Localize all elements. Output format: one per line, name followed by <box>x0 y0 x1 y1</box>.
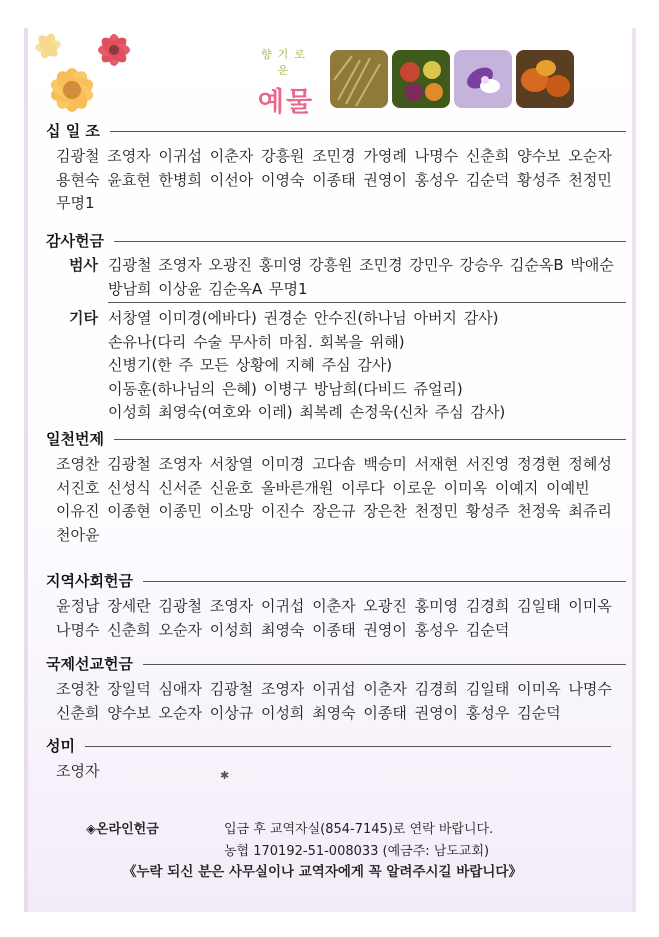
divider <box>110 131 626 132</box>
name-line: 서진호 신성식 신서준 신윤호 올바른개원 이루다 이로운 이미옥 이예지 이예빈 <box>56 478 590 497</box>
rice-photo <box>330 50 388 108</box>
missions-heading: 국제선교헌금 <box>46 654 133 673</box>
header <box>256 46 316 119</box>
tithe-section <box>46 120 626 216</box>
name-line: 천아윤 <box>56 525 100 544</box>
contact-note: 입금 후 교역자실(854-7145)로 연락 바랍니다. <box>224 822 494 837</box>
thousand-heading: 일천번제 <box>46 429 104 448</box>
name-line: 윤정남 장세란 김광철 조영자 이귀섭 이춘자 오광진 홍미영 김경희 김일태 이미옥 <box>56 597 612 615</box>
name-line: 신병기(한 주 모든 상황에 지혜 주심 감사) <box>108 356 393 374</box>
name-line: 조영찬 장일덕 심애자 김광철 조영자 이귀섭 이춘자 김경희 김일태 이미옥 나명수 <box>56 680 612 698</box>
name-line: 조영찬 김광철 조영자 서창열 이미경 고다솜 백승미 서재현 서진영 정경현 정혜성 <box>56 455 612 473</box>
divider <box>143 581 626 582</box>
name-line: 이성희 최영숙(여호와 이레) 최복례 손정욱(신차 주심 감사) <box>108 403 506 421</box>
rice-heading: 성미 <box>46 736 75 755</box>
name-line: 서창열 이미경(에바다) 권경순 안수진(하나님 아버지 감사) <box>108 309 499 327</box>
divider <box>114 241 626 242</box>
name-line: 김광철 조영자 이귀섭 이춘자 강흥원 조민경 가영례 나명수 신춘희 양수보 오순자 <box>56 147 612 165</box>
omission-notice: 《누락 되신 분은 사무실이나 교역자에게 꼭 알려주시길 바랍니다》 <box>123 864 522 880</box>
name-line: 이유진 이종현 이종민 이소망 이진수 장은규 장은찬 천정민 황성주 천정욱 최쥬리 <box>56 502 612 520</box>
name-line: 이동훈(하나님의 은혜) 이병구 방남희(다비드 쥬얼리) <box>108 379 463 398</box>
name-line: 용현숙 윤효현 한병희 이선아 이영숙 이종태 권영이 홍성우 김순덕 황성주 천정민 <box>56 170 612 189</box>
name-line: 조영자 <box>56 762 100 780</box>
rice-section <box>46 735 611 784</box>
name-line: 김광철 조영자 오광진 홍미영 강흥원 조민경 강민우 강승우 김순옥B 박애순 <box>108 256 614 274</box>
thousand-names <box>56 453 626 547</box>
orchid-photo <box>454 50 512 108</box>
divider <box>85 746 611 747</box>
speck-mark: ✱ <box>220 769 230 782</box>
community-names <box>56 595 626 642</box>
thousand-section <box>46 428 626 547</box>
bank-account: 농협 170192-51-008033 (예금주: 남도교회) <box>224 844 490 859</box>
missions-names <box>56 678 626 725</box>
name-line: 손유나(다리 수술 무사히 마침. 회복을 위해) <box>108 332 405 351</box>
other-group <box>46 307 626 425</box>
community-section <box>46 570 626 642</box>
thanks-heading: 감사헌금 <box>46 231 104 250</box>
beomsa-group <box>46 254 626 301</box>
header-photos <box>330 50 580 110</box>
name-line: 나명수 신춘희 오순자 이성희 최영숙 이종태 권영이 홍성우 김순덕 <box>56 620 510 639</box>
sub-divider <box>108 302 626 303</box>
divider <box>114 439 626 440</box>
pumpkin-photo <box>516 50 574 108</box>
flower-decoration <box>30 28 150 132</box>
other-label: 기타 <box>69 309 98 327</box>
header-subtitle: 향기로운 <box>261 48 311 77</box>
community-heading: 지역사회헌금 <box>46 571 133 590</box>
header-title: 예물 <box>257 87 315 118</box>
offering-page <box>24 28 636 912</box>
online-offering-label: ◈온라인헌금 <box>86 822 159 837</box>
beomsa-label: 범사 <box>69 256 98 274</box>
fruit-photo <box>392 50 450 108</box>
name-line: 방남희 이상윤 김순옥A 무명1 <box>108 279 308 298</box>
missions-section <box>46 653 626 725</box>
name-line: 신춘희 양수보 오순자 이상규 이성희 최영숙 이종태 권영이 홍성우 김순덕 <box>56 703 561 722</box>
rice-names <box>56 760 611 784</box>
tithe-names <box>56 145 626 216</box>
name-line: 무명1 <box>56 194 95 212</box>
divider <box>143 664 626 665</box>
thanks-section <box>46 230 626 425</box>
tithe-heading: 십 일 조 <box>46 121 100 140</box>
